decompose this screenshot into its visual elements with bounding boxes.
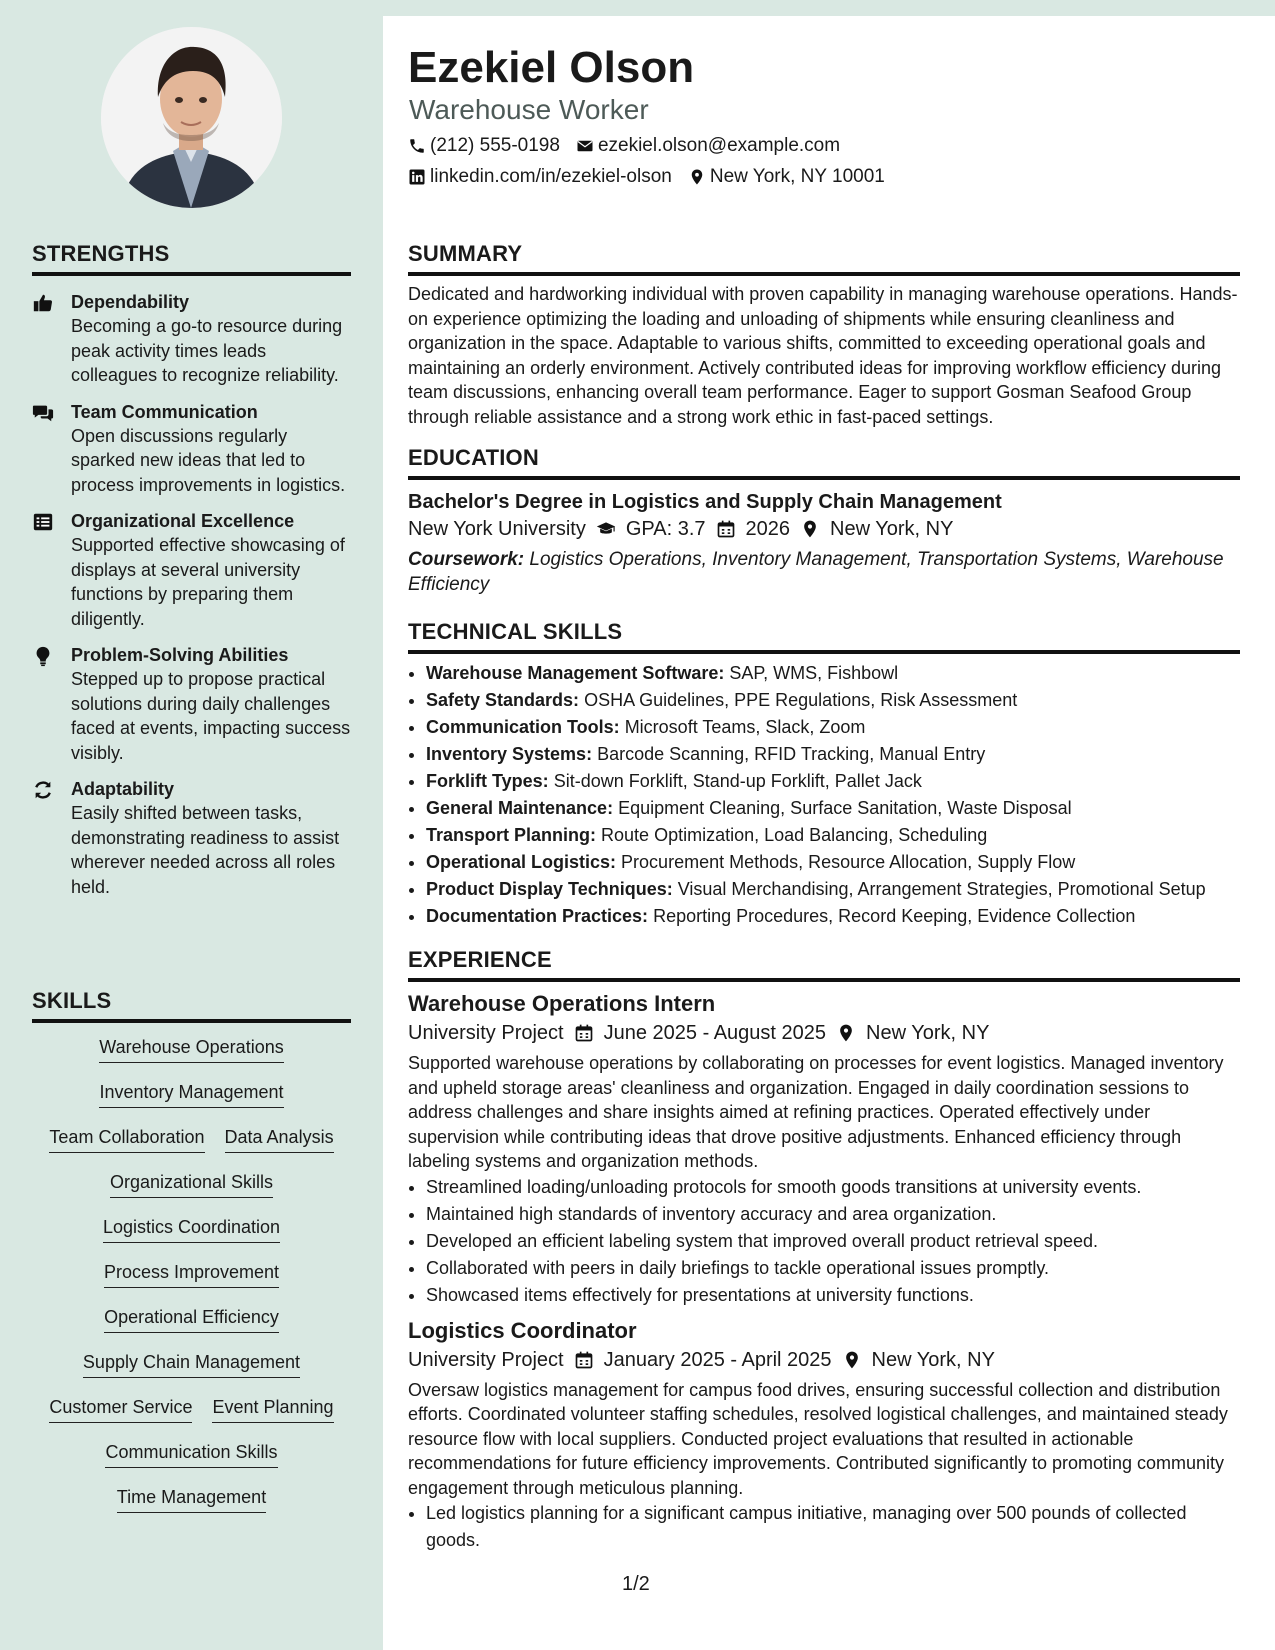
- strength-desc: Becoming a go-to resource during peak activity times leads colleagues to recognize reliability.: [71, 316, 343, 385]
- skill-tag: Data Analysis: [225, 1125, 334, 1153]
- skill-row: [32, 1305, 351, 1350]
- calendar-icon: [716, 519, 736, 539]
- list-item: • Streamlined loading/unloading protocols for smooth goods transitions at university events.: [426, 1174, 1240, 1201]
- job-title: Warehouse Worker: [409, 94, 649, 125]
- skill-tag: Event Planning: [212, 1395, 333, 1423]
- skill-tag: Communication Skills: [105, 1440, 277, 1468]
- linkedin-item[interactable]: [408, 165, 672, 189]
- map-marker-icon: [800, 519, 820, 539]
- strength-desc: Open discussions regularly sparked new ideas that led to process improvements in logistics.: [71, 425, 346, 495]
- skill-row: [32, 1215, 351, 1260]
- skill-tag: Inventory Management: [99, 1080, 283, 1108]
- skills-list: [32, 1035, 351, 1530]
- skill-value: OSHA Guidelines, PPE Regulations, Risk Assessment: [584, 690, 1018, 710]
- coursework-label: Coursework:: [408, 549, 525, 570]
- strengths-section: [32, 241, 351, 899]
- skill-value: Equipment Cleaning, Surface Sanitation, Waste Disposal: [618, 798, 1072, 818]
- list-item: • Collaborated with peers in daily briefings to tackle operational issues promptly.: [426, 1255, 1240, 1282]
- skill-value: SAP, WMS, Fishbowl: [729, 663, 899, 683]
- profile-photo: [101, 27, 282, 208]
- job-location: New York, NY: [866, 1022, 990, 1044]
- job-dates-item: [574, 1019, 826, 1047]
- calendar-icon: [574, 1023, 594, 1043]
- strength-item: [32, 777, 351, 899]
- strength-name: Team Communication: [71, 401, 258, 422]
- list-alt-icon: [32, 511, 54, 533]
- job-description: Oversaw logistics management for campus food drives, ensuring successful collection and distribution efforts. Coordinated volunteer staffing schedules, resolved logistical challenges, and maintained steady resource flow with local suppliers. Conducted project evaluations that resulted in actionable recommendations for future efficiency improvements. Contributed significantly to promoting community engagement through meticulous planning.: [408, 1379, 1228, 1498]
- strength-desc: Supported effective showcasing of displays at several university functions by preparing them diligently.: [71, 535, 345, 629]
- job-meta: [408, 1346, 1240, 1374]
- candidate-name: Ezekiel Olson: [408, 43, 695, 92]
- list-item: [426, 741, 1240, 768]
- technical-skills-heading: TECHNICAL SKILLS: [408, 619, 1240, 654]
- linkedin-text[interactable]: linkedin.com/in/ezekiel-olson: [430, 166, 672, 187]
- experience-heading: EXPERIENCE: [408, 947, 1240, 982]
- job-location-item: [836, 1019, 989, 1047]
- job-bullets: [408, 1500, 1240, 1554]
- list-item: [426, 687, 1240, 714]
- job-entry: [408, 1316, 1240, 1555]
- strengths-heading: STRENGTHS: [32, 241, 351, 276]
- job-meta: [408, 1019, 1240, 1047]
- list-item: [426, 660, 1240, 687]
- phone-item: [408, 134, 560, 158]
- map-marker-icon: [842, 1350, 862, 1370]
- skill-tag: Time Management: [117, 1485, 266, 1513]
- skill-row: [32, 1035, 351, 1080]
- skill-label: Forklift Types:: [426, 771, 549, 791]
- skill-row: [32, 1080, 351, 1125]
- technical-skills-section: [408, 619, 1240, 930]
- page-number: 1/2: [622, 1573, 650, 1595]
- strength-desc: Stepped up to propose practical solutions during daily challenges faced at events, impacting success visibly.: [71, 669, 351, 763]
- list-item: [426, 768, 1240, 795]
- job-description: Supported warehouse operations by collaborating on processes for event logistics. Managed inventory and upheld storage areas' cleanliness and organization. Engaged in daily coordination sessions to address challenges and share insights aimed at refining practices. Operated effectively under supervision while contributing ideas that drove positive adjustments. Enhanced efficiency through labeling systems and organization methods.: [408, 1053, 1224, 1171]
- location-item: [688, 165, 885, 189]
- education-heading: EDUCATION: [408, 445, 1240, 480]
- map-marker-icon: [688, 168, 706, 186]
- strength-item: [32, 400, 351, 498]
- skill-tag: Supply Chain Management: [83, 1350, 300, 1378]
- gpa-text: GPA: 3.7: [625, 518, 706, 540]
- year-item: [716, 515, 791, 543]
- skills-heading: SKILLS: [32, 988, 351, 1023]
- education-meta: [408, 515, 1240, 543]
- skill-tag: Customer Service: [49, 1395, 192, 1423]
- job-dates: January 2025 - April 2025: [603, 1348, 832, 1371]
- skill-label: Inventory Systems:: [426, 744, 593, 764]
- email-text[interactable]: ezekiel.olson@example.com: [597, 135, 841, 156]
- comments-icon: [32, 402, 54, 424]
- skill-label: Product Display Techniques:: [426, 879, 673, 899]
- summary-heading: SUMMARY: [408, 241, 1240, 276]
- job-bullets: [408, 1174, 1240, 1309]
- contact-row-1: [408, 134, 840, 158]
- skill-row: [32, 1125, 351, 1170]
- list-item: • Showcased items effectively for presentations at university functions.: [426, 1282, 1240, 1309]
- skill-label: Safety Standards:: [426, 690, 580, 710]
- skill-row: [32, 1485, 351, 1530]
- job-location-item: [842, 1346, 995, 1374]
- skill-label: Transport Planning:: [426, 825, 597, 845]
- list-item: • Led logistics planning for a significant campus initiative, managing over 500 pounds of collected goods.: [426, 1500, 1240, 1554]
- skill-value: Route Optimization, Load Balancing, Scheduling: [601, 825, 988, 845]
- calendar-icon: [574, 1350, 594, 1370]
- edu-location-text: New York, NY: [830, 518, 954, 540]
- technical-skills-list: [408, 660, 1240, 930]
- list-item: • Maintained high standards of inventory accuracy and area organization.: [426, 1201, 1240, 1228]
- skill-value: Sit-down Forklift, Stand-up Forklift, Pallet Jack: [553, 771, 922, 791]
- skill-row: [32, 1260, 351, 1305]
- skill-label: Warehouse Management Software:: [426, 663, 725, 683]
- skill-label: General Maintenance:: [426, 798, 614, 818]
- phone-icon: [408, 137, 426, 155]
- skill-label: Communication Tools:: [426, 717, 620, 737]
- coursework-text: Logistics Operations, Inventory Management, Transportation Systems, Warehouse Efficiency: [408, 549, 1224, 595]
- strength-item: [32, 509, 351, 631]
- thumbs-up-icon: [32, 292, 54, 314]
- list-item: [426, 822, 1240, 849]
- linkedin-icon: [408, 168, 426, 186]
- job-org: University Project: [408, 1022, 564, 1044]
- skill-value: Barcode Scanning, RFID Tracking, Manual Entry: [597, 744, 986, 764]
- summary-section: [408, 241, 1240, 429]
- skill-tag: Logistics Coordination: [103, 1215, 280, 1243]
- strength-name: Adaptability: [71, 779, 175, 799]
- skill-tag: Process Improvement: [104, 1260, 279, 1288]
- skill-tag: Operational Efficiency: [104, 1305, 279, 1333]
- skill-label: Documentation Practices:: [426, 906, 649, 926]
- email-item[interactable]: [576, 134, 840, 158]
- school-name: New York University: [408, 518, 586, 540]
- job-role: Warehouse Operations Intern: [408, 991, 716, 1016]
- skills-section: [32, 988, 351, 1530]
- skill-row: [32, 1395, 351, 1440]
- gpa-item: [596, 515, 706, 543]
- job-org: University Project: [408, 1348, 564, 1371]
- job-location: New York, NY: [871, 1348, 995, 1371]
- job-role: Logistics Coordinator: [408, 1317, 637, 1343]
- list-item: [426, 903, 1240, 930]
- list-item: [426, 714, 1240, 741]
- experience-section: [408, 947, 1240, 1554]
- summary-text: Dedicated and hardworking individual with proven capability in managing warehouse operations. Hands-on experience optimizing the loading and unloading of shipments while ensuring cleanliness and organization in the space. Adaptable to various shifts, committed to exceeding operational goals and maintaining an orderly environment. Actively contributed ideas for improving workflow efficiency during team discussions, enhancing overall team performance. Eager to support Gosman Seafood Group through reliable assistance and a strong work ethic in fast-paced settings.: [408, 284, 1238, 427]
- skill-value: Reporting Procedures, Record Keeping, Evidence Collection: [653, 906, 1136, 926]
- skill-row: [32, 1170, 351, 1215]
- strength-name: Organizational Excellence: [71, 511, 295, 531]
- edu-location-item: [800, 515, 953, 543]
- skill-row: [32, 1440, 351, 1485]
- list-item: [426, 876, 1240, 903]
- year-text: 2026: [745, 518, 791, 540]
- strength-item: [32, 290, 351, 388]
- skill-value: Microsoft Teams, Slack, Zoom: [624, 717, 866, 737]
- location-text: New York, NY 10001: [709, 166, 885, 187]
- strength-name: Dependability: [71, 292, 190, 312]
- skill-label: Operational Logistics:: [426, 852, 617, 872]
- list-item: [426, 849, 1240, 876]
- skill-tag: Warehouse Operations: [99, 1035, 283, 1063]
- lightbulb-icon: [32, 645, 54, 667]
- graduation-cap-icon: [596, 519, 616, 539]
- envelope-icon: [576, 137, 594, 155]
- phone-text: (212) 555-0198: [430, 135, 560, 156]
- strength-name: Problem-Solving Abilities: [71, 645, 289, 665]
- skill-value: Procurement Methods, Resource Allocation, Supply Flow: [621, 852, 1076, 872]
- coursework: [408, 547, 1240, 597]
- strength-desc: Easily shifted between tasks, demonstrating readiness to assist wherever needed across all roles held.: [71, 803, 340, 897]
- job-dates: June 2025 - August 2025: [603, 1022, 827, 1044]
- sync-icon: [32, 779, 54, 801]
- job-dates-item: [574, 1346, 832, 1374]
- job-entry: [408, 989, 1240, 1309]
- contact-row-2: [408, 165, 885, 189]
- map-marker-icon: [836, 1023, 856, 1043]
- list-item: • Developed an efficient labeling system that improved overall product retrieval speed.: [426, 1228, 1240, 1255]
- education-section: [408, 445, 1240, 597]
- degree-title: Bachelor's Degree in Logistics and Supply Chain Management: [408, 491, 1002, 513]
- list-item: [426, 795, 1240, 822]
- skill-tag: Organizational Skills: [110, 1170, 273, 1198]
- skill-row: [32, 1350, 351, 1395]
- strength-item: [32, 643, 351, 765]
- skill-tag: Team Collaboration: [49, 1125, 204, 1153]
- skill-value: Visual Merchandising, Arrangement Strategies, Promotional Setup: [677, 879, 1206, 899]
